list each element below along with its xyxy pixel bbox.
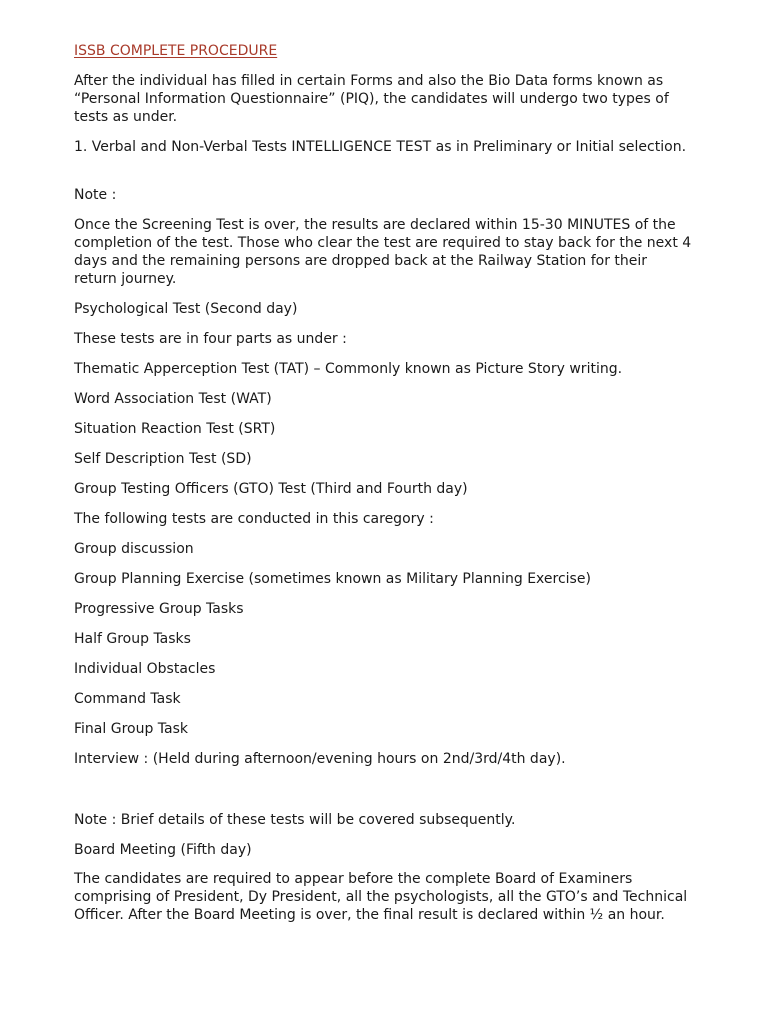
half-group-tasks-line: Half Group Tasks (74, 631, 191, 647)
board-meeting-paragraph: The candidates are required to appear before the complete Board of Examiners comprising of President, Dy President, all the psychologists, all the GTO’s and Technical Officer. After the Board Meeting is over, the final result is declared within ½ an hour. (74, 871, 688, 923)
progressive-group-tasks-line: Progressive Group Tasks (74, 601, 244, 617)
sd-line: Self Description Test (SD) (74, 451, 252, 467)
command-task-line: Command Task (74, 691, 181, 707)
individual-obstacles-line: Individual Obstacles (74, 661, 216, 677)
srt-line: Situation Reaction Test (SRT) (74, 421, 276, 437)
verbal-tests-paragraph: 1. Verbal and Non-Verbal Tests INTELLIGENCE TEST as in Preliminary or Initial selection. (74, 139, 687, 155)
interview-line: Interview : (Held during afternoon/evening hours on 2nd/3rd/4th day). (74, 751, 566, 767)
intro-paragraph: After the individual has filled in certain Forms and also the Bio Data forms known as “Personal Information Questionnaire” (PIQ), the candidates will undergo two types of tests as under. (74, 73, 669, 125)
four-parts-line: These tests are in four parts as under : (74, 331, 347, 347)
final-group-task-line: Final Group Task (74, 721, 189, 737)
group-planning-line: Group Planning Exercise (sometimes known as Military Planning Exercise) (74, 571, 591, 587)
tat-line: Thematic Apperception Test (TAT) – Commonly known as Picture Story writing. (74, 361, 623, 377)
board-meeting-heading: Board Meeting (Fifth day) (74, 842, 252, 858)
following-tests-line: The following tests are conducted in this caregory : (74, 511, 434, 527)
gto-test-heading: Group Testing Officers (GTO) Test (Third and Fourth day) (74, 481, 468, 497)
wat-line: Word Association Test (WAT) (74, 391, 272, 407)
brief-details-note: Note : Brief details of these tests will be covered subsequently. (74, 812, 516, 828)
psychological-test-heading: Psychological Test (Second day) (74, 301, 298, 317)
screening-paragraph: Once the Screening Test is over, the results are declared within 15-30 MINUTES of the completion of the test. Those who clear the test are required to stay back for the next 4 days and the remaining persons are dropped back at the Railway Station for their return journey. (74, 217, 692, 287)
document-title: ISSB COMPLETE PROCEDURE (74, 43, 278, 59)
group-discussion-line: Group discussion (74, 541, 194, 557)
note-label: Note : (74, 187, 117, 203)
